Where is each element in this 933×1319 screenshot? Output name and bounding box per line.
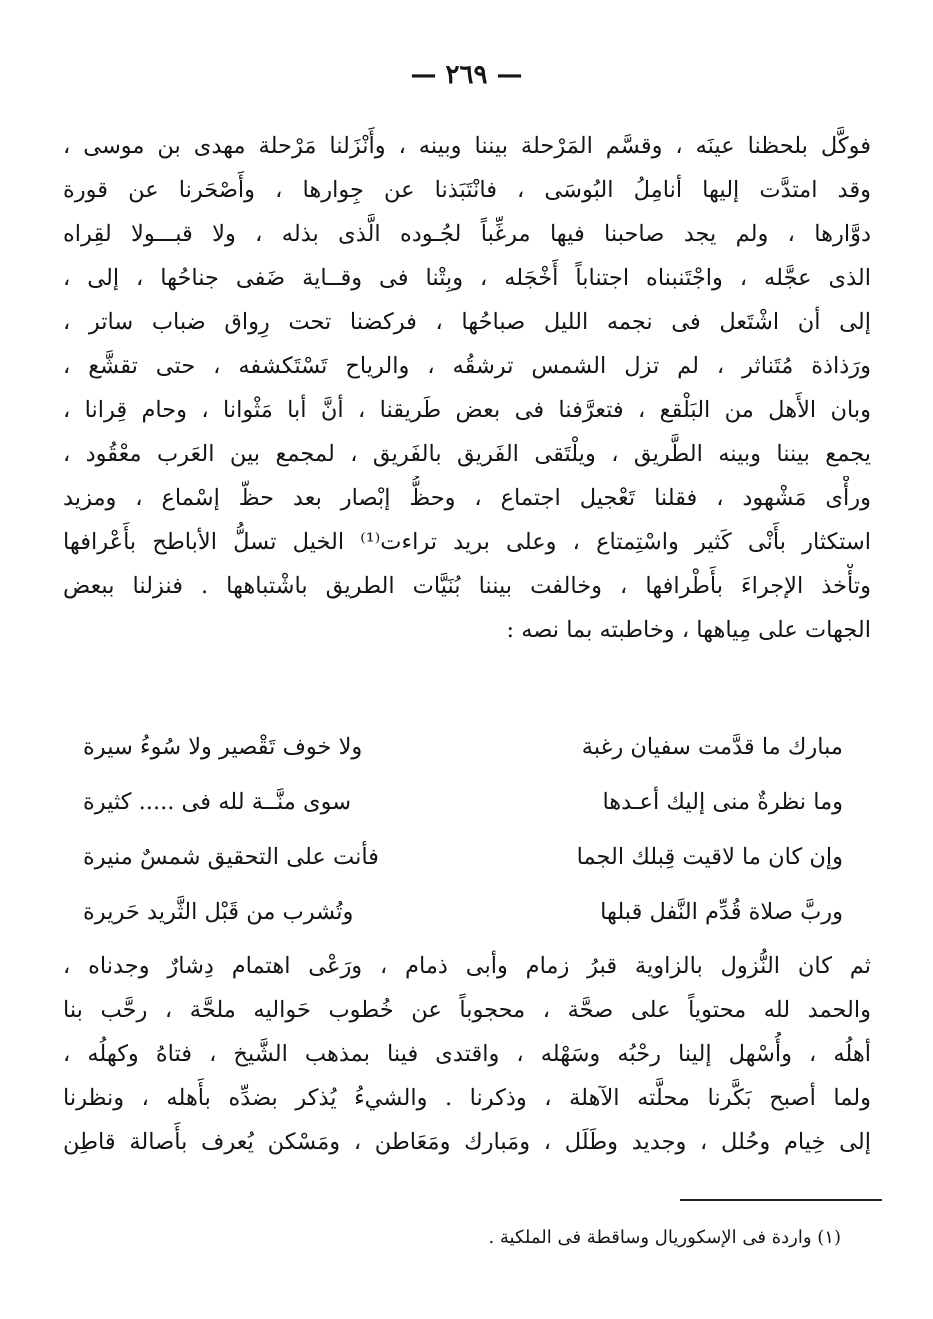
poem (83, 720, 843, 940)
text-line: إلى أن اشْتَعل فى نجمه الليل صباحُها ، فركضنا تحت رِواق ضباب ساتر ، (63, 309, 871, 335)
text-line: إلى خِيام وحُلل ، وجديد وطَلَل ، ومَبارك ومَعَاطن ، ومَسْكن يُعرف بأَصالة قاطِن (63, 1129, 871, 1155)
text-line: الجهات على مِياهها ، وخاطبته بما نصه : (506, 617, 871, 643)
text-line: استكثار بأَنْى كَثير واسْتِمتاع ، وعلى بريد تراءت⁽¹⁾ الخيل تسلُّ الأباطح بأَعْرافها (63, 529, 871, 555)
text-line: أهلُه ، وأُسْهل إلينا رحْبُه وسَهْله ، واقتدى فينا بمذهب الشَّيخ ، فتاهُ وكهلُه ، (63, 1041, 871, 1067)
page-number: — ٢٦٩ — (410, 60, 523, 90)
prose-section-top (63, 124, 871, 652)
poem-verse (83, 830, 843, 885)
poem-verse (83, 720, 843, 775)
verse-second-hemistich: فأنت على التحقيق شمسٌ منيرة (83, 844, 379, 870)
poem-verse (83, 885, 843, 940)
text-line: ورأْى مَشْهود ، فقلنا تَعْجيل اجتماع ، وحظُّ إبْصار بعد حظّ إسْماع ، ومزيد (63, 485, 871, 511)
text-line: والحمد لله محتوياً على صحَّة ، محجوباً عن خُطوب حَواليه ملحَّة ، رحَّب بنا (63, 997, 871, 1023)
text-line: ولما أصبح بَكَّرنا محلَّته الآهلة ، وذكرنا . والشيءُ يُذكر بضدِّه بأَهله ، ونظرنا (63, 1085, 871, 1111)
text-line: وقد امتدَّت إليها أنامِلُ البُوسَى ، فانْتَبَذنا عن جِوارها ، وأَصْحَرنا عن قورة (63, 177, 871, 203)
prose-section-bottom (63, 944, 871, 1164)
verse-second-hemistich: سوى منَّــة لله فى ..... كثيرة (83, 789, 352, 815)
verse-first-hemistich: وما نظرةٌ منى إليك أعـدها (602, 789, 843, 815)
text-line: فوكَّل بلحظنا عينَه ، وقسَّم المَرْحلة بيننا وبينه ، وأَنْزَلنا مَرْحلة مهدى بن موسى ، (63, 133, 871, 159)
verse-first-hemistich: مبارك ما قدَّمت سفيان رغبة (581, 734, 843, 760)
poem-verse (83, 775, 843, 830)
text-line: وبان الأَهل من البَلْقع ، فتعرَّفنا فى بعض طَريقنا ، أنَّ أبا مَثْوانا ، وحام قِرانا ، (63, 397, 871, 423)
text-line: دوَّارها ، ولم يجد صاحبنا فيها مرغِّباً لجُـوده الَّذى بذله ، ولا قبـــولا لقِراه (63, 221, 871, 247)
footnote: (١) واردة فى الإسكوريال وساقطة فى الملكية . (488, 1227, 841, 1248)
text-line: يجمع بيننا وبينه الطَّريق ، ويلْتَقى الفَريق بالفَريق ، لمجمع بين العَرب معْقُود ، (63, 441, 871, 467)
text-line: الذى عجَّله ، واجْتَنبناه اجتناباً أَخْجَله ، وبِتْنا فى وقــاية ضَفى جناحُها ، إلى ، (63, 265, 871, 291)
verse-second-hemistich: ولا خوف تَقْصير ولا سُوءُ سيرة (83, 734, 363, 760)
text-line: ورَذاذة مُتَناثر ، لم تزل الشمس ترشقُه ، والرياح تَسْتَكشفه ، حتى تقشَّع ، (63, 353, 871, 379)
verse-first-hemistich: وربَّ صلاة قُدِّم النَّفل قبلها (600, 899, 843, 925)
text-line: ثم كان النُّزول بالزاوية قبرُ زمام وأبى ذمام ، ورَعْى اهتمام دِشارٌ وجدناه ، (63, 953, 871, 979)
verse-first-hemistich: وإن كان ما لاقيت قِبلك الجما (576, 844, 843, 870)
text-line: وتأْخذ الإجراءَ بأَطْرافها ، وخالفت بيننا بُنَيَّات الطريق باشْتباهها . فنزلنا ببعض (63, 573, 871, 599)
footnote-separator (680, 1199, 882, 1201)
verse-second-hemistich: وتُشرب من قَبْل الثَّريد حَريرة (83, 899, 354, 925)
